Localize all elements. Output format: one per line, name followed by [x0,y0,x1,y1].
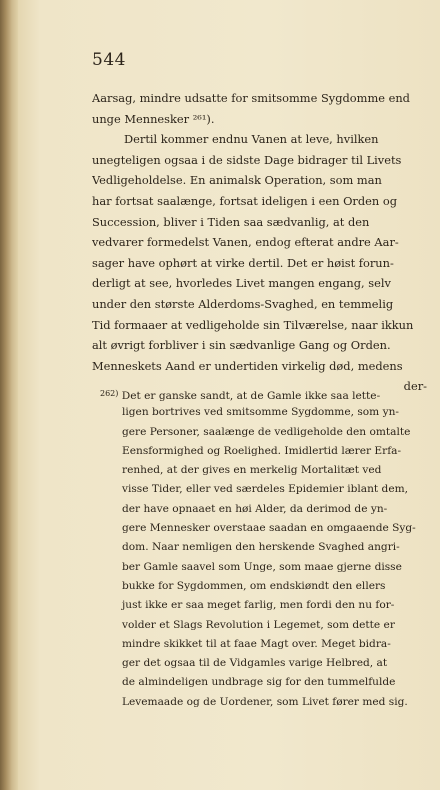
text-line: Tid formaaer at vedligeholde sin Tilværelse, naar ikkun [92,317,414,332]
footnote-line: ber Gamle saavel som Unge, som maae gjerne disse [122,560,402,573]
footnote-line: der have opnaaet en høi Alder, da derimod de yn- [122,502,388,515]
main-text [92,88,427,397]
text-line: Aarsag, mindre udsatte for smitsomme Sygdomme end [92,91,410,105]
footnote-line: ger det ogsaa til de Vidgamles varige Helbred, at [122,657,388,670]
text-line: har fortsat saalænge, fortsat ideligen i een Orden og [92,193,398,208]
text-line: Menneskets Aand er undertiden virkelig død, medens [92,358,403,373]
footnote-line: volder et Slags Revolution i Legemet, som dette er [122,618,395,631]
text-line: vedvarer formedelst Vanen, endog efterat andre Aar- [92,235,399,250]
footnote-line: visse Tider, eller ved særdeles Epidemier iblant dem, [122,483,409,496]
footnote-line: renhed, at der gives en merkelig Mortalitæt ved [122,464,382,477]
text-line: sager have ophørt at virke dertil. Det er høist forun- [92,255,394,270]
text-line: alt øvrigt forbliver i sin sædvanlige Gang og Orden. [92,338,391,353]
footnote-line: Eensformighed og Roelighed. Imidlertid lærer Erfa- [122,444,402,457]
footnote-text: Det er ganske sandt, at de Gamle ikke saa lette- [121,390,381,402]
footnote-line: gere Personer, saalænge de vedligeholde den omtalte [122,425,411,438]
text-line: Dertil kommer endnu Vanen at leve, hvilken [124,132,379,147]
footnote-marker: 262) [100,389,119,398]
footnote-line: de almindeligen undbrage sig for den tummelfulde [122,676,396,689]
catchword: der- [403,379,427,394]
text-line: Succession, bliver i Tiden saa sædvanlig, at den [92,214,370,229]
text-line: Vedligeholdelse. En animalsk Operation, som man [92,173,382,188]
footnote-line [100,384,428,403]
footnote-line: mindre skikket til at faae Magt over. Meget bidra- [122,637,391,650]
page-number: 544 [92,50,126,70]
text-line: derligt at see, hvorledes Livet mangen engang, selv [92,276,391,291]
footnote-line: ligen bortrives ved smitsomme Sygdomme, som yn- [122,406,399,419]
text-line: under den største Alderdoms-Svaghed, en temmelig [92,296,394,311]
footnote-line: dom. Naar nemligen den herskende Svaghed angri- [122,541,400,554]
book-binding [0,0,18,790]
footnote [100,384,428,712]
footnote-line: bukke for Sygdommen, om endskiøndt den ellers [122,579,386,592]
footnote-line: Levemaade og de Uordener, som Livet fører med sig. [122,695,408,708]
text-line: unge Mennesker ²⁶¹). [92,111,215,126]
footnote-line: gere Mennesker overstaae saadan en omgaaende Syg- [122,522,416,535]
footnote-line: just ikke er saa meget farlig, men fordi den nu for- [122,599,395,612]
text-line: unegteligen ogsaa i de sidste Dage bidrager til Livets [92,152,402,167]
